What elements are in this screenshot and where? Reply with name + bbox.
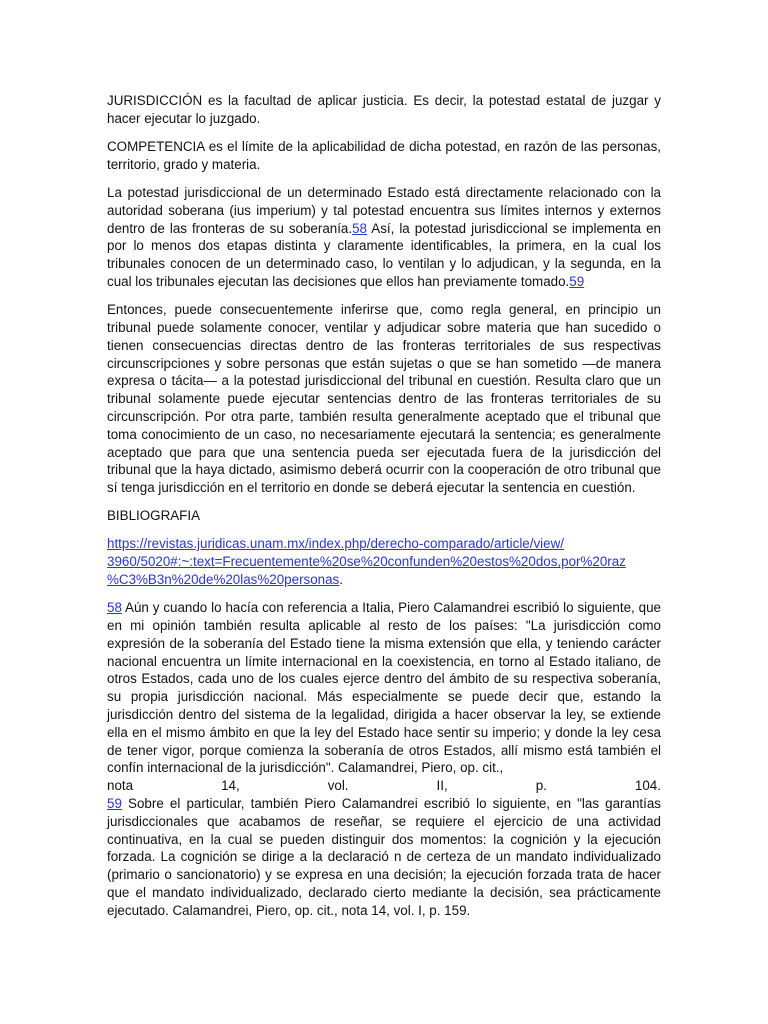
bibliography-heading: BIBLIOGRAFIA (107, 508, 201, 524)
footnote-58 (107, 599, 661, 777)
bibliography-link-line2: 3960/5020#:~:text=Frecuentemente%20se%20confunden%20estos%20dos,por%20raz (107, 554, 626, 570)
bibliography-entry (107, 535, 661, 588)
footnote-58-citation-line (107, 777, 661, 795)
footnote-58-text: Aún y cuando lo hacía con referencia a Italia, Piero Calamandrei escribió lo siguiente, que en mi opinión también resulta aplicable al resto de los países: "La jurisdicción como expresión de la soberanía del Estado tiene la misma extensión que ella, y teniendo carácter nacional encuentra un límite internacional en la coexistencia, en torno al Estado italiano, de otros Estados, cada uno de los cuales ejerce dentro del ámbito de su respectiva soberanía, su propia jurisdicción nacional. Más especialmente se puede decir que, estando la jurisdicción dentro del sistema de la legalidad, dirigida a hacer observar la ley, se extiende ella en el mismo ámbito en que la ley del Estado hace sentir su imperio; y donde la ley cesa de tener vigor, porque comienza la soberanía de otros Estados, allí mismo está también el confín internacional de la jurisdicción". Calamandrei, Piero, op. cit., (107, 600, 661, 776)
bibliography-link-line1: https://revistas.juridicas.unam.mx/index.php/derecho-comparado/article/view/ (107, 536, 564, 552)
paragraph-competencia: COMPETENCIA es el límite de la aplicabilidad de dicha potestad, en razón de las personas, territorio, grado y materia. (107, 138, 661, 172)
footnote-58-word: p. (535, 778, 547, 794)
footnote-58-word: 104. (634, 778, 661, 794)
footnote-59-text: Sobre el particular, también Piero Calamandrei escribió lo siguiente, en "las garantías jurisdiccionales que acabamos de reseñar, se requiere el ejercicio de una actividad continuativa, en la cual se pueden distinguir dos momentos: la cognición y la ejecución forzada. La cognición se dirige a la declaració n de certeza de un mandato individualizado (primario o sancionatorio) y se expresa en una decisión; la ejecución forzada trata de hacer que el mandato individualizado, declarado cierto mediante la decisión, sea prácticamente ejecutado. Calamandrei, Piero, op. cit., nota 14, vol. I, p. 159. (107, 796, 661, 918)
document-page (107, 92, 661, 920)
paragraph-potestad (107, 184, 661, 291)
footnote-ref-58-link[interactable]: 58 (352, 220, 368, 236)
footnote-58-word: nota (107, 778, 134, 794)
footnote-58-label-link[interactable]: 58 (107, 600, 122, 616)
footnote-58-word: 14, (221, 778, 240, 794)
bibliography-period: . (339, 572, 343, 588)
paragraph-jurisdiccion: JURISDICCIÓN es la facultad de aplicar justicia. Es decir, la potestad estatal de juzgar y hacer ejecutar lo juzgado. (107, 93, 661, 126)
paragraph-entonces: Entonces, puede consecuentemente inferirse que, como regla general, en principio un tribunal puede solamente conocer, ventilar y adjudicar sobre materia que han sucedido o tienen consecuencias directas dentro de las fronteras territoriales de sus respectivas circunscripciones y sobre personas que están sujetas o que se han sometido —de manera expresa o tácita— a la potestad jurisdiccional del tribunal en cuestión. Resulta claro que un tribunal solamente puede ejecutar sentencias dentro de las fronteras territoriales de su circunscripción. Por otra parte, también resulta generalmente aceptado que el tribunal que toma conocimiento de un caso, no necesariamente ejecutará la sentencia; es generalmente aceptado que para que una sentencia pueda ser ejecutada fuera de la jurisdicción del tribunal que la haya dictado, asimismo deberá ocurrir con la cooperación de otro tribunal que sí tenga jurisdicción en el territorio en donde se deberá ejecutar la sentencia en cuestión. (107, 302, 661, 496)
footnote-58-word: vol. (327, 778, 349, 794)
footnote-59-label-link[interactable]: 59 (107, 796, 122, 812)
footnote-58-word: II, (436, 778, 448, 794)
bibliography-link-line3: %C3%B3n%20de%20las%20personas (107, 572, 340, 588)
footnote-ref-59-link[interactable]: 59 (569, 273, 585, 289)
footnotes (107, 599, 661, 919)
bibliography-link[interactable] (107, 536, 626, 587)
paragraph-potestad-text-b: Así, la potestad jurisdiccional se implementa en por lo menos dos etapas distinta y claramente identificables, la primera, en la cual los tribunales conocen de un determinado caso, lo ventilan y lo adjudican, y la segunda, en la cual los tribunales ejecutan las decisiones que ellos han previamente tomado. (107, 220, 661, 289)
footnote-59 (107, 795, 661, 920)
paragraph-potestad-text-a: La potestad jurisdiccional de un determinado Estado está directamente relacionado con la autoridad soberana (ius imperium) y tal potestad encuentra sus límites internos y externos dentro de las fronteras de su soberanía. (107, 184, 661, 236)
